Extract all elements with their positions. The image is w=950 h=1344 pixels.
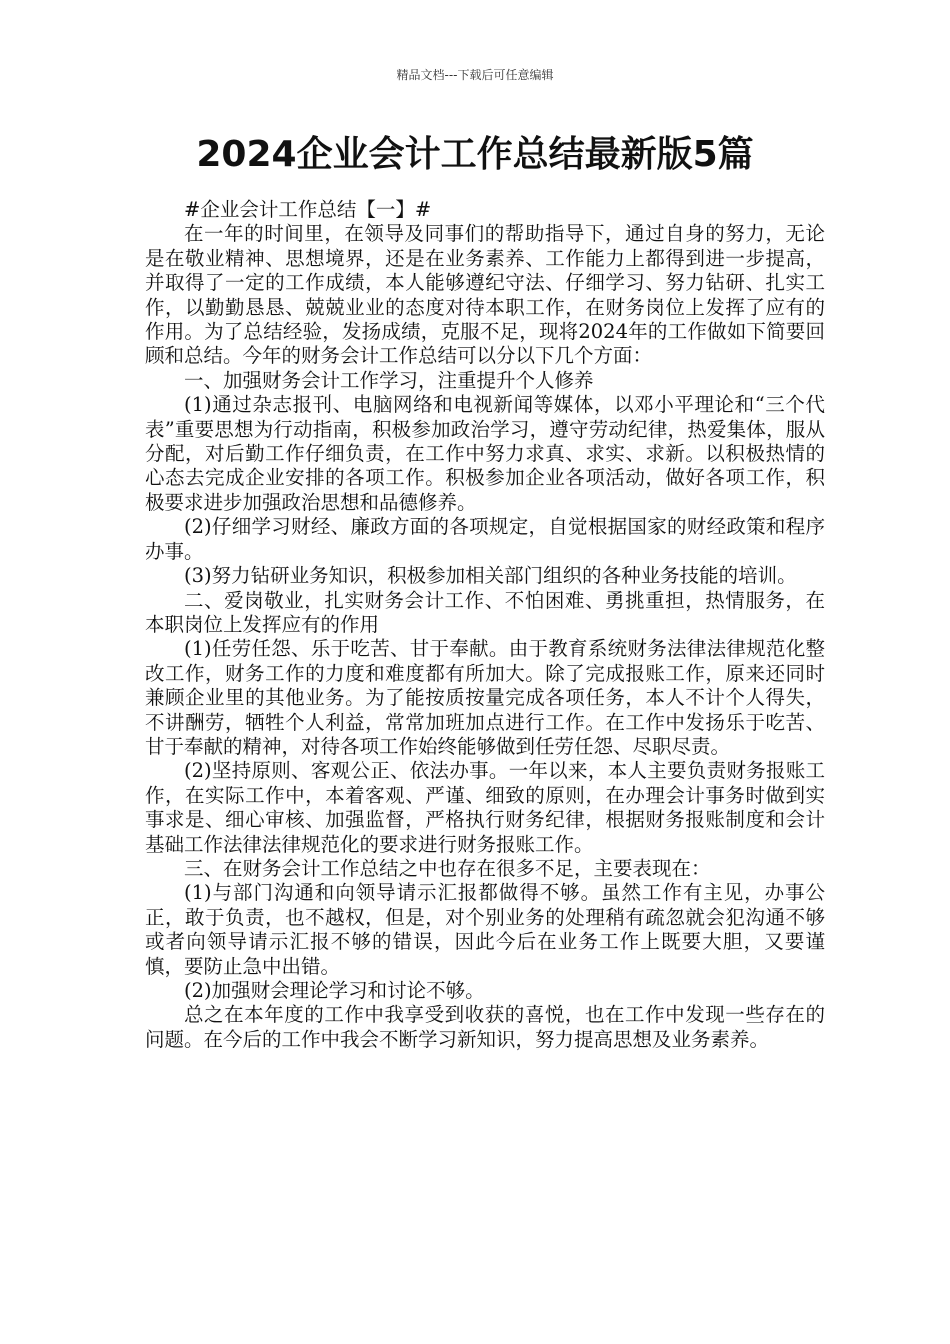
header-note: 精品文档---下载后可任意编辑 <box>396 68 554 82</box>
dedication-item-2: (2)坚持原则、客观公正、依法办事。一年以来，本人主要负责财务报账工作，在实际工作中，本着客观、严谨、细致的原则，在办理会计事务时做到实事求是、细心审核、加强监督，严格执行财务纪律，根据财务报账制度和会计基础工作法律法律规范化的要求进行财务报账工作。 <box>145 759 825 856</box>
dedication-item-1: (1)任劳任怨、乐于吃苦、甘于奉献。由于教育系统财务法律法律规范化整改工作，财务工作的力度和难度都有所加大。除了完成报账工作，原来还同时兼顾企业里的其他业务。为了能按质按量完成各项任务，本人不计个人得失，不讲酬劳，牺牲个人利益，常常加班加点进行工作。在工作中发扬乐于吃苦、甘于奉献的精神，对待各项工作始终能够做到任劳任怨、尽职尽责。 <box>145 637 825 758</box>
study-item-3: (3)努力钻研业务知识，积极参加相关部门组织的各种业务技能的培训。 <box>184 564 797 588</box>
section-heading-summary-one: #企业会计工作总结【一】# <box>184 198 432 221</box>
study-item-1: (1)通过杂志报刊、电脑网络和电视新闻等媒体，以邓小平理论和“三个代表”重要思想为行动指南，积极参加政治学习，遵守劳动纪律，热爱集体，服从分配，对后勤工作仔细负责，在工作中努力求真、求实、求新。以积极热情的心态去完成企业安排的各项工作。积极参加企业各项活动，做好各项工作，积极要求进步加强政治思想和品德修养。 <box>145 393 825 514</box>
section-heading-shortcomings: 三、在财务会计工作总结之中也存在很多不足，主要表现在： <box>184 856 711 880</box>
section-heading-study: 一、加强财务会计工作学习，注重提升个人修养 <box>184 368 594 392</box>
document-title: 2024企业会计工作总结最新版5篇 <box>196 134 754 175</box>
conclusion-paragraph: 总之在本年度的工作中我享受到收获的喜悦，也在工作中发现一些存在的问题。在今后的工作中我会不断学习新知识，努力提高思想及业务素养。 <box>145 1003 825 1051</box>
section-heading-dedication: 二、爱岗敬业，扎实财务会计工作、不怕困难、勇挑重担，热情服务，在本职岗位上发挥应有的作用 <box>145 588 825 636</box>
shortcoming-item-1: (1)与部门沟通和向领导请示汇报都做得不够。虽然工作有主见，办事公正，敢于负责，也不越权，但是，对个别业务的处理稍有疏忽就会犯沟通不够或者向领导请示汇报不够的错误，因此今后在业务工作上既要大胆，又要谨慎，要防止急中出错。 <box>145 881 825 978</box>
document-body <box>145 198 825 1052</box>
intro-paragraph: 在一年的时间里，在领导及同事们的帮助指导下，通过自身的努力，无论是在敬业精神、思想境界，还是在业务素养、工作能力上都得到进一步提高，并取得了一定的工作成绩，本人能够遵纪守法、仔细学习、努力钻研、扎实工作，以勤勤恳恳、兢兢业业的态度对待本职工作，在财务岗位上发挥了应有的作用。为了总结经验，发扬成绩，克服不足，现将2024年的工作做如下简要回顾和总结。今年的财务会计工作总结可以分以下几个方面： <box>145 222 825 368</box>
shortcoming-item-2: (2)加强财会理论学习和讨论不够。 <box>184 979 485 1002</box>
study-item-2: (2)仔细学习财经、廉政方面的各项规定，自觉根据国家的财经政策和程序办事。 <box>145 515 825 563</box>
